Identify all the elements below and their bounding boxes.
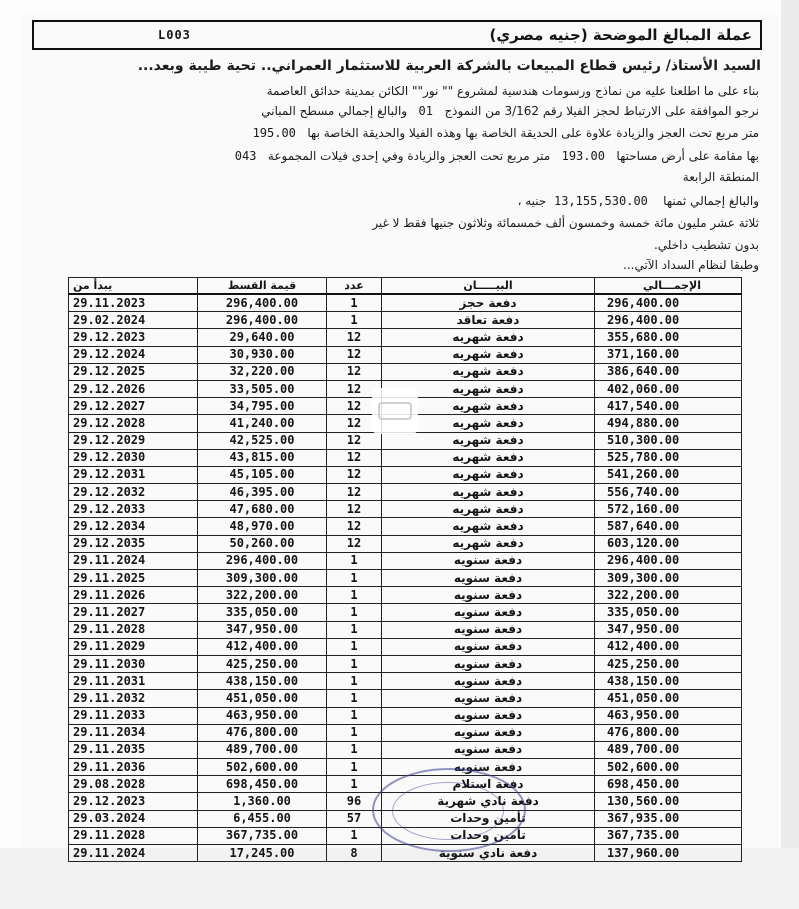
cell-installment: 463,950.00 <box>198 707 327 724</box>
cell-count: 12 <box>327 432 382 449</box>
table-row <box>69 845 742 862</box>
letter-line-4-tail: متر مربع تحت العجز والزيادة وفي إحدى فيلات المجموعة <box>267 149 551 163</box>
cell-count: 12 <box>327 501 382 518</box>
cell-count: 12 <box>327 363 382 380</box>
cell-total: 603,120.00 <box>595 535 742 552</box>
cell-total: 572,160.00 <box>595 501 742 518</box>
cell-start-date: 29.12.2025 <box>69 363 198 380</box>
cell-installment: 367,735.00 <box>198 827 327 844</box>
cell-installment: 33,505.00 <box>198 380 327 397</box>
cell-count: 12 <box>327 466 382 483</box>
cell-description: دفعة سنويه <box>382 655 595 672</box>
table-row <box>69 741 742 758</box>
cell-start-date: 29.11.2025 <box>69 570 198 587</box>
table-row <box>69 673 742 690</box>
table-row <box>69 587 742 604</box>
finish-note: بدون تشطيب داخلي. <box>653 238 759 252</box>
cell-installment: 438,150.00 <box>198 673 327 690</box>
cell-total: 510,300.00 <box>595 432 742 449</box>
cell-description: دفعة شهريه <box>382 329 595 346</box>
cell-count: 12 <box>327 398 382 415</box>
cell-count: 1 <box>327 827 382 844</box>
cell-description: دفعة سنويه <box>382 673 595 690</box>
cell-start-date: 29.12.2032 <box>69 484 198 501</box>
cell-start-date: 29.11.2035 <box>69 741 198 758</box>
letter-line-2-text: نرجو الموافقة على الارتباط لحجز الفيلا رقم 3/162 من النموذج <box>444 104 759 118</box>
document-header <box>32 20 762 50</box>
header-installment: قيمة القسط <box>198 278 327 295</box>
cell-description: دفعة سنويه <box>382 759 595 776</box>
cell-total: 335,050.00 <box>595 604 742 621</box>
cell-count: 1 <box>327 312 382 329</box>
cell-installment: 30,930.00 <box>198 346 327 363</box>
cell-total: 425,250.00 <box>595 655 742 672</box>
cell-count: 12 <box>327 449 382 466</box>
cell-start-date: 29.12.2029 <box>69 432 198 449</box>
cell-installment: 347,950.00 <box>198 621 327 638</box>
cell-start-date: 29.12.2023 <box>69 793 198 810</box>
cell-count: 1 <box>327 673 382 690</box>
cell-count: 57 <box>327 810 382 827</box>
cell-description: دفعة شهريه <box>382 484 595 501</box>
cell-description: دفعة شهريه <box>382 501 595 518</box>
cell-description: دفعة سنويه <box>382 690 595 707</box>
cell-installment: 42,525.00 <box>198 432 327 449</box>
cell-description: دفعة سنويه <box>382 638 595 655</box>
cell-total: 322,200.00 <box>595 587 742 604</box>
cell-installment: 412,400.00 <box>198 638 327 655</box>
cell-count: 1 <box>327 776 382 793</box>
cell-start-date: 29.11.2026 <box>69 587 198 604</box>
cell-total: 137,960.00 <box>595 845 742 862</box>
cell-count: 8 <box>327 845 382 862</box>
cell-start-date: 29.11.2034 <box>69 724 198 741</box>
total-price-unit: جنيه ، <box>517 194 547 208</box>
cell-start-date: 29.12.2026 <box>69 380 198 397</box>
cell-total: 371,160.00 <box>595 346 742 363</box>
cell-start-date: 29.12.2028 <box>69 415 198 432</box>
table-row <box>69 312 742 329</box>
cell-total: 525,780.00 <box>595 449 742 466</box>
header-start-date: يبدأ من <box>69 278 198 295</box>
cell-total: 296,400.00 <box>595 312 742 329</box>
cell-description: دفعة تعاقد <box>382 312 595 329</box>
table-row <box>69 449 742 466</box>
cell-start-date: 29.11.2032 <box>69 690 198 707</box>
table-row <box>69 363 742 380</box>
cell-start-date: 29.12.2023 <box>69 329 198 346</box>
cell-total: 541,260.00 <box>595 466 742 483</box>
cell-count: 1 <box>327 690 382 707</box>
total-price-value: 13,155,530.00 <box>553 194 648 208</box>
table-row <box>69 759 742 776</box>
cell-description: دفعة سنويه <box>382 604 595 621</box>
cell-total: 355,680.00 <box>595 329 742 346</box>
cell-installment: 6,455.00 <box>198 810 327 827</box>
table-row <box>69 707 742 724</box>
table-row <box>69 501 742 518</box>
total-price-label: والبالغ إجمالي ثمنها <box>663 194 759 208</box>
cell-installment: 47,680.00 <box>198 501 327 518</box>
cell-total: 489,700.00 <box>595 741 742 758</box>
cell-installment: 17,245.00 <box>198 845 327 862</box>
cell-count: 12 <box>327 380 382 397</box>
cell-count: 1 <box>327 655 382 672</box>
header-total: الإجمـــالي <box>595 278 742 295</box>
group-number: 043 <box>234 149 257 163</box>
cell-total: 367,935.00 <box>595 810 742 827</box>
cell-description: تأمين وحدات <box>382 827 595 844</box>
cell-total: 438,150.00 <box>595 673 742 690</box>
letter-line-4-text: بها مقامة على أرض مساحتها <box>616 149 759 163</box>
table-row <box>69 638 742 655</box>
cell-count: 1 <box>327 724 382 741</box>
cell-total: 347,950.00 <box>595 621 742 638</box>
cell-installment: 34,795.00 <box>198 398 327 415</box>
cell-total: 451,050.00 <box>595 690 742 707</box>
cell-count: 1 <box>327 621 382 638</box>
letter-line-1: بناء على ما اطلعنا عليه من نماذج ورسومات هندسية لمشروع "" نور"" الكائن بمدينة حدائق العاصمة <box>266 84 759 98</box>
cell-description: دفعة سنويه <box>382 621 595 638</box>
cell-total: 367,735.00 <box>595 827 742 844</box>
cell-start-date: 29.11.2027 <box>69 604 198 621</box>
letter-line-2 <box>261 104 759 118</box>
cell-start-date: 29.12.2033 <box>69 501 198 518</box>
cell-count: 1 <box>327 759 382 776</box>
cell-description: دفعة شهريه <box>382 346 595 363</box>
cell-description: دفعة شهريه <box>382 380 595 397</box>
cell-start-date: 29.12.2034 <box>69 518 198 535</box>
cell-total: 463,950.00 <box>595 707 742 724</box>
cell-start-date: 29.11.2028 <box>69 621 198 638</box>
cell-description: دفعة نادي سنوية <box>382 845 595 862</box>
salutation: السيد الأستاذ/ رئيس قطاع المبيعات بالشركة العربية للاستثمار العمراني.. تحية طيبة وبعد... <box>137 58 761 74</box>
total-price-words: ثلاثة عشر مليون مائة خمسة وخمسون ألف خمسمائة وثلاثون جنيها فقط لا غير <box>372 216 759 230</box>
cell-total: 296,400.00 <box>595 552 742 569</box>
cell-description: دفعة شهريه <box>382 398 595 415</box>
cell-start-date: 29.12.2027 <box>69 398 198 415</box>
cell-start-date: 29.11.2024 <box>69 845 198 862</box>
table-row <box>69 346 742 363</box>
cell-installment: 29,640.00 <box>198 329 327 346</box>
document-code: L003 <box>158 28 191 42</box>
cell-description: دفعة شهريه <box>382 449 595 466</box>
cell-start-date: 29.12.2024 <box>69 346 198 363</box>
cell-count: 1 <box>327 294 382 312</box>
cell-total: 587,640.00 <box>595 518 742 535</box>
payment-intro: وطبقا لنظام السداد الآتي... <box>623 258 759 272</box>
letter-line-5: المنطقة الرابعة <box>682 170 759 184</box>
cell-start-date: 29.11.2036 <box>69 759 198 776</box>
model-number: 01 <box>418 104 433 118</box>
cell-installment: 296,400.00 <box>198 552 327 569</box>
cell-start-date: 29.02.2024 <box>69 312 198 329</box>
cell-description: دفعة شهريه <box>382 518 595 535</box>
cell-count: 12 <box>327 346 382 363</box>
cell-start-date: 29.08.2028 <box>69 776 198 793</box>
cell-count: 1 <box>327 638 382 655</box>
cell-total: 130,560.00 <box>595 793 742 810</box>
table-row <box>69 655 742 672</box>
cell-installment: 32,220.00 <box>198 363 327 380</box>
cell-description: دفعة نادي شهرية <box>382 793 595 810</box>
table-row <box>69 432 742 449</box>
cell-description: دفعة شهريه <box>382 466 595 483</box>
cell-installment: 309,300.00 <box>198 570 327 587</box>
cell-installment: 296,400.00 <box>198 312 327 329</box>
cell-total: 412,400.00 <box>595 638 742 655</box>
cell-description: دفعة استلام <box>382 776 595 793</box>
cell-total: 417,540.00 <box>595 398 742 415</box>
cell-installment: 48,970.00 <box>198 518 327 535</box>
table-row <box>69 535 742 552</box>
table-row <box>69 466 742 483</box>
cell-description: دفعة حجز <box>382 294 595 312</box>
cell-description: دفعة سنويه <box>382 570 595 587</box>
cell-installment: 296,400.00 <box>198 294 327 312</box>
table-row <box>69 690 742 707</box>
cell-description: دفعة سنويه <box>382 587 595 604</box>
cell-total: 309,300.00 <box>595 570 742 587</box>
cell-count: 12 <box>327 535 382 552</box>
cell-start-date: 29.11.2031 <box>69 673 198 690</box>
header-count: عدد <box>327 278 382 295</box>
cell-start-date: 29.11.2030 <box>69 655 198 672</box>
cell-installment: 335,050.00 <box>198 604 327 621</box>
cell-count: 12 <box>327 518 382 535</box>
cell-total: 402,060.00 <box>595 380 742 397</box>
table-row <box>69 484 742 501</box>
cell-installment: 43,815.00 <box>198 449 327 466</box>
cell-total: 296,400.00 <box>595 294 742 312</box>
cell-count: 1 <box>327 741 382 758</box>
cell-installment: 45,105.00 <box>198 466 327 483</box>
letter-line-3 <box>253 126 759 140</box>
cell-start-date: 29.12.2035 <box>69 535 198 552</box>
table-row <box>69 518 742 535</box>
cell-description: دفعة شهريه <box>382 535 595 552</box>
cell-start-date: 29.11.2024 <box>69 552 198 569</box>
table-row <box>69 604 742 621</box>
watermark-icon <box>372 388 418 434</box>
cell-count: 1 <box>327 587 382 604</box>
currency-note: عملة المبالغ الموضحة (جنيه مصري) <box>489 26 752 44</box>
table-row <box>69 552 742 569</box>
cell-count: 1 <box>327 707 382 724</box>
cell-description: دفعة شهريه <box>382 363 595 380</box>
right-margin <box>781 0 799 909</box>
cell-installment: 502,600.00 <box>198 759 327 776</box>
cell-count: 96 <box>327 793 382 810</box>
header-description: البيـــــان <box>382 278 595 295</box>
cell-count: 12 <box>327 329 382 346</box>
table-row <box>69 724 742 741</box>
cell-start-date: 29.12.2030 <box>69 449 198 466</box>
cell-installment: 46,395.00 <box>198 484 327 501</box>
cell-count: 12 <box>327 484 382 501</box>
cell-description: دفعة سنويه <box>382 741 595 758</box>
cell-installment: 698,450.00 <box>198 776 327 793</box>
table-row <box>69 621 742 638</box>
cell-installment: 1,360.00 <box>198 793 327 810</box>
letter-line-2-tail: والبالغ إجمالي مسطح المباني <box>261 104 408 118</box>
cell-start-date: 29.11.2028 <box>69 827 198 844</box>
cell-total: 494,880.00 <box>595 415 742 432</box>
cell-total: 386,640.00 <box>595 363 742 380</box>
building-area: 195.00 <box>252 126 296 140</box>
cell-description: دفعة شهريه <box>382 432 595 449</box>
cell-description: دفعة سنويه <box>382 552 595 569</box>
cell-count: 1 <box>327 552 382 569</box>
table-row <box>69 570 742 587</box>
table-row <box>69 294 742 312</box>
cell-total: 476,800.00 <box>595 724 742 741</box>
cell-description: دفعة شهريه <box>382 415 595 432</box>
cell-installment: 451,050.00 <box>198 690 327 707</box>
cell-description: تأمين وحدات <box>382 810 595 827</box>
cell-installment: 322,200.00 <box>198 587 327 604</box>
cell-installment: 489,700.00 <box>198 741 327 758</box>
cell-count: 1 <box>327 604 382 621</box>
land-area: 193.00 <box>561 149 605 163</box>
official-stamp-inner-ring <box>392 782 504 840</box>
cell-count: 1 <box>327 570 382 587</box>
cell-count: 12 <box>327 415 382 432</box>
cell-installment: 41,240.00 <box>198 415 327 432</box>
table-row <box>69 329 742 346</box>
cell-description: دفعة سنويه <box>382 724 595 741</box>
cell-description: دفعة سنويه <box>382 707 595 724</box>
cell-start-date: 29.11.2023 <box>69 294 198 312</box>
letter-line-4 <box>235 149 759 163</box>
cell-installment: 425,250.00 <box>198 655 327 672</box>
cell-start-date: 29.11.2029 <box>69 638 198 655</box>
cell-total: 502,600.00 <box>595 759 742 776</box>
cell-start-date: 29.12.2031 <box>69 466 198 483</box>
cell-start-date: 29.03.2024 <box>69 810 198 827</box>
cell-installment: 476,800.00 <box>198 724 327 741</box>
cell-start-date: 29.11.2033 <box>69 707 198 724</box>
table-header-row <box>69 278 742 295</box>
total-price-line <box>518 194 759 208</box>
cell-installment: 50,260.00 <box>198 535 327 552</box>
cell-total: 556,740.00 <box>595 484 742 501</box>
cell-total: 698,450.00 <box>595 776 742 793</box>
letter-line-3-text: متر مربع تحت العجز والزيادة علاوة على الحديقة الخاصة بها وهذه الفيلا والحديقة الخاصة بها <box>307 126 759 140</box>
